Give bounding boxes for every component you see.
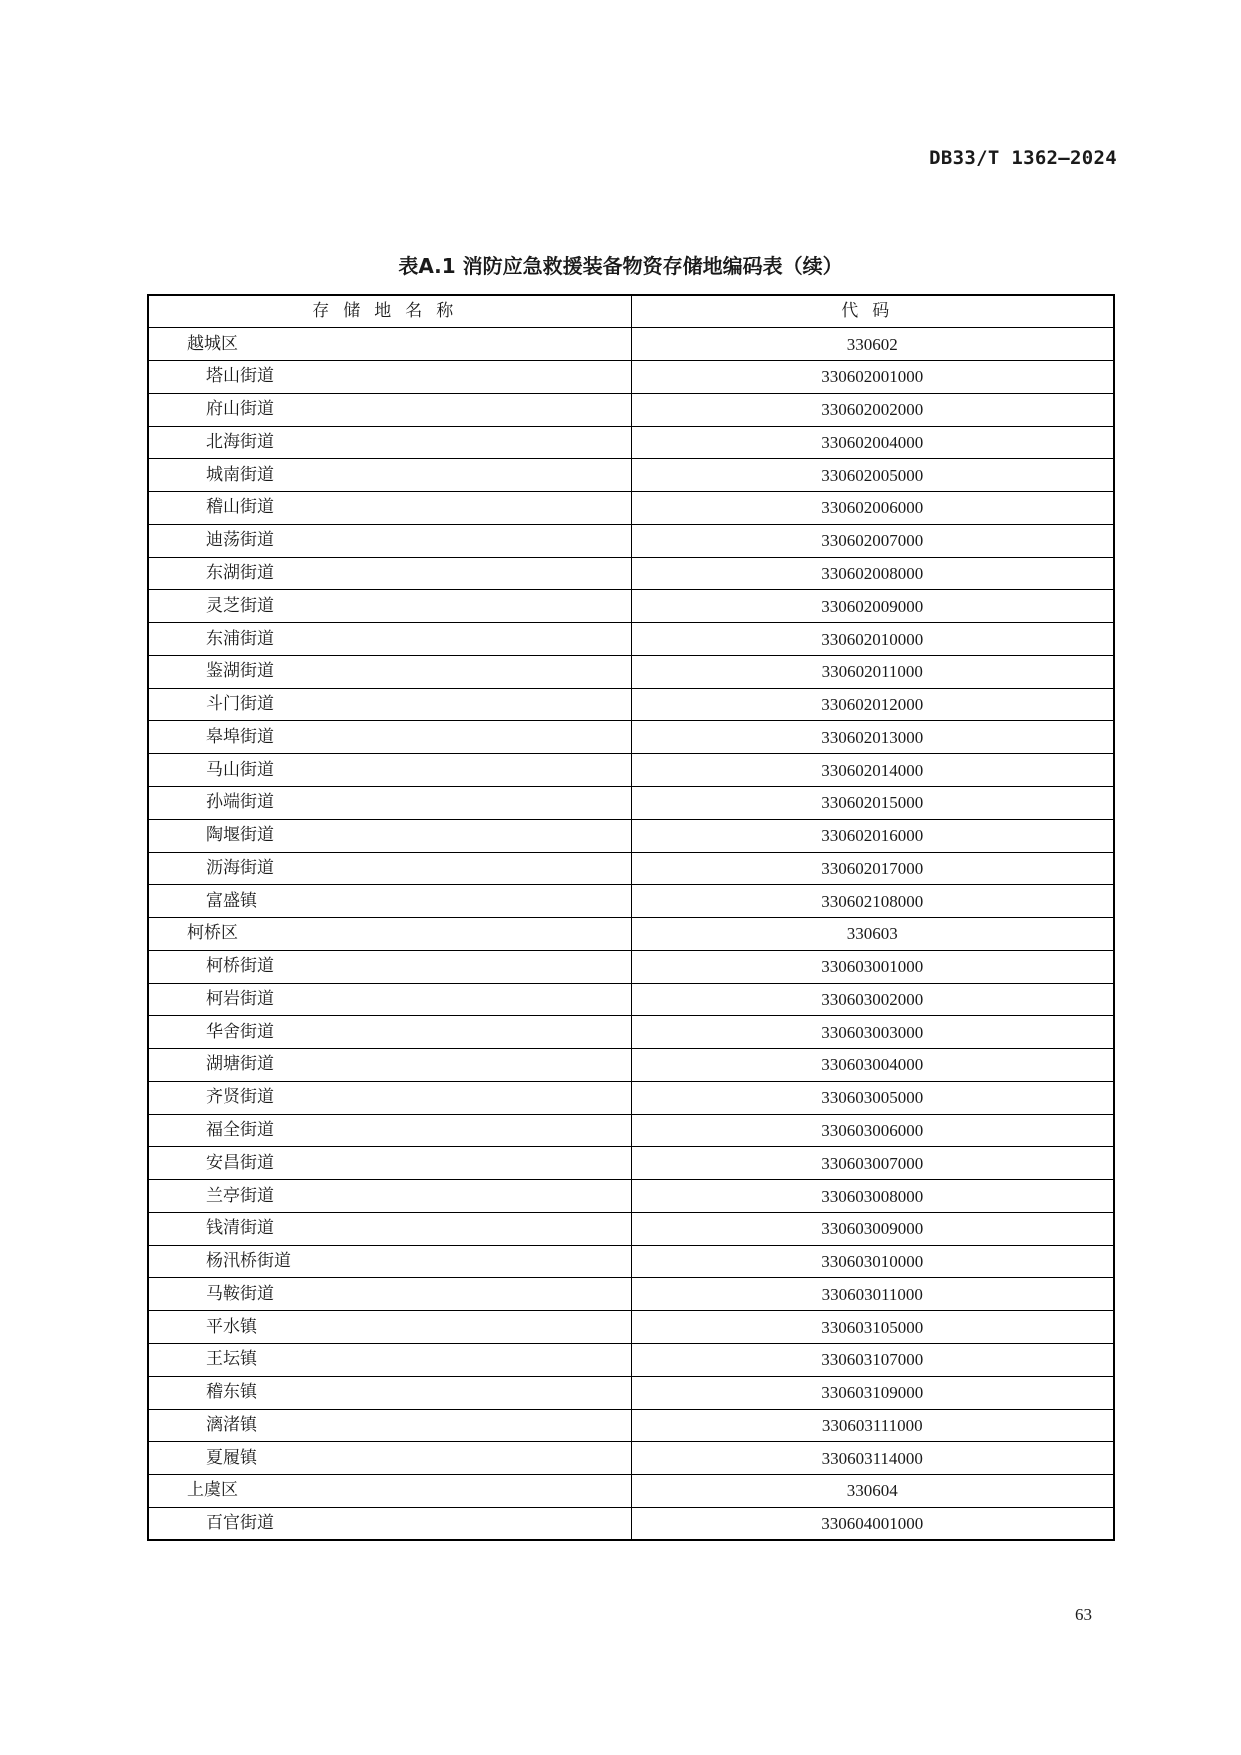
table-title: 表A.1 消防应急救援装备物资存储地编码表（续）: [398, 254, 843, 278]
location-name-cell: 湖塘街道: [148, 1049, 631, 1082]
location-name-cell: 皋埠街道: [148, 721, 631, 754]
column-header-name: 存储地名称: [148, 295, 631, 328]
table-row: [148, 885, 1114, 918]
location-code-cell: 330604: [631, 1475, 1114, 1508]
location-name-cell: 钱清街道: [148, 1212, 631, 1245]
table-row: [148, 688, 1114, 721]
table-row: [148, 1409, 1114, 1442]
table-row: [148, 328, 1114, 361]
location-name-cell: 北海街道: [148, 426, 631, 459]
table-row: [148, 655, 1114, 688]
location-code-cell: 330602015000: [631, 786, 1114, 819]
table-row: [148, 524, 1114, 557]
table-row: [148, 754, 1114, 787]
table-row: [148, 1049, 1114, 1082]
location-name-cell: 福全街道: [148, 1114, 631, 1147]
location-name-cell: 越城区: [148, 328, 631, 361]
page-number: 63: [1075, 1605, 1092, 1624]
location-name-cell: 迪荡街道: [148, 524, 631, 557]
table-row: [148, 1278, 1114, 1311]
location-code-cell: 330602013000: [631, 721, 1114, 754]
location-name-cell: 稽山街道: [148, 492, 631, 525]
location-name-cell: 杨汛桥街道: [148, 1245, 631, 1278]
table-row: [148, 1147, 1114, 1180]
location-name-cell: 鉴湖街道: [148, 655, 631, 688]
table-row: [148, 1442, 1114, 1475]
location-code-cell: 330603001000: [631, 950, 1114, 983]
location-name-cell: 塔山街道: [148, 361, 631, 394]
location-name-cell: 兰亭街道: [148, 1180, 631, 1213]
table-row: [148, 918, 1114, 951]
table-row: [148, 1376, 1114, 1409]
location-name-cell: 马鞍街道: [148, 1278, 631, 1311]
location-code-cell: 330603003000: [631, 1016, 1114, 1049]
location-code-cell: 330603111000: [631, 1409, 1114, 1442]
location-code-cell: 330602011000: [631, 655, 1114, 688]
table-row: [148, 1114, 1114, 1147]
location-code-cell: 330603010000: [631, 1245, 1114, 1278]
table-row: [148, 557, 1114, 590]
table-row: [148, 459, 1114, 492]
table-row: [148, 1475, 1114, 1508]
location-code-cell: 330602016000: [631, 819, 1114, 852]
table-row: [148, 950, 1114, 983]
location-name-cell: 上虞区: [148, 1475, 631, 1508]
location-code-cell: 330604001000: [631, 1507, 1114, 1540]
location-code-cell: 330602108000: [631, 885, 1114, 918]
location-code-cell: 330602005000: [631, 459, 1114, 492]
location-name-cell: 马山街道: [148, 754, 631, 787]
location-code-cell: 330602008000: [631, 557, 1114, 590]
location-code-cell: 330602004000: [631, 426, 1114, 459]
location-code-cell: 330603007000: [631, 1147, 1114, 1180]
table-row: [148, 1245, 1114, 1278]
location-code-cell: 330602014000: [631, 754, 1114, 787]
table-row: [148, 1507, 1114, 1540]
location-code-cell: 330603114000: [631, 1442, 1114, 1475]
location-code-cell: 330602017000: [631, 852, 1114, 885]
location-name-cell: 孙端街道: [148, 786, 631, 819]
location-name-cell: 东湖街道: [148, 557, 631, 590]
location-name-cell: 安昌街道: [148, 1147, 631, 1180]
location-code-cell: 330602012000: [631, 688, 1114, 721]
location-code-cell: 330603009000: [631, 1212, 1114, 1245]
location-name-cell: 夏履镇: [148, 1442, 631, 1475]
table-row: [148, 361, 1114, 394]
location-code-cell: 330602010000: [631, 623, 1114, 656]
location-name-cell: 柯岩街道: [148, 983, 631, 1016]
location-code-cell: 330602: [631, 328, 1114, 361]
location-name-cell: 沥海街道: [148, 852, 631, 885]
location-name-cell: 东浦街道: [148, 623, 631, 656]
location-name-cell: 齐贤街道: [148, 1081, 631, 1114]
table-row: [148, 852, 1114, 885]
storage-location-code-table: [147, 294, 1115, 1541]
location-code-cell: 330602006000: [631, 492, 1114, 525]
table-row: [148, 819, 1114, 852]
location-code-cell: 330602007000: [631, 524, 1114, 557]
table-row: [148, 623, 1114, 656]
location-name-cell: 斗门街道: [148, 688, 631, 721]
location-name-cell: 柯桥区: [148, 918, 631, 951]
location-code-cell: 330603005000: [631, 1081, 1114, 1114]
location-name-cell: 漓渚镇: [148, 1409, 631, 1442]
location-code-cell: 330603004000: [631, 1049, 1114, 1082]
location-name-cell: 富盛镇: [148, 885, 631, 918]
document-code: DB33/T 1362—2024: [929, 147, 1117, 169]
location-code-cell: 330603002000: [631, 983, 1114, 1016]
location-name-cell: 府山街道: [148, 393, 631, 426]
location-code-cell: 330603109000: [631, 1376, 1114, 1409]
table-row: [148, 1180, 1114, 1213]
location-code-cell: 330603006000: [631, 1114, 1114, 1147]
table-row: [148, 1344, 1114, 1377]
table-row: [148, 721, 1114, 754]
location-name-cell: 百官街道: [148, 1507, 631, 1540]
table-row: [148, 1212, 1114, 1245]
location-name-cell: 华舍街道: [148, 1016, 631, 1049]
location-name-cell: 王坛镇: [148, 1344, 631, 1377]
location-name-cell: 平水镇: [148, 1311, 631, 1344]
table-row: [148, 590, 1114, 623]
table-row: [148, 1081, 1114, 1114]
location-name-cell: 陶堰街道: [148, 819, 631, 852]
column-header-code: 代码: [631, 295, 1114, 328]
table-row: [148, 492, 1114, 525]
table-row: [148, 393, 1114, 426]
location-code-cell: 330602009000: [631, 590, 1114, 623]
table-row: [148, 786, 1114, 819]
table-row: [148, 1311, 1114, 1344]
location-code-cell: 330603: [631, 918, 1114, 951]
location-code-cell: 330603105000: [631, 1311, 1114, 1344]
location-name-cell: 城南街道: [148, 459, 631, 492]
location-name-cell: 稽东镇: [148, 1376, 631, 1409]
location-code-cell: 330603011000: [631, 1278, 1114, 1311]
location-code-cell: 330602002000: [631, 393, 1114, 426]
table-row: [148, 426, 1114, 459]
table-header-row: [148, 295, 1114, 328]
table-row: [148, 1016, 1114, 1049]
location-code-cell: 330602001000: [631, 361, 1114, 394]
table-row: [148, 983, 1114, 1016]
location-code-cell: 330603107000: [631, 1344, 1114, 1377]
location-code-cell: 330603008000: [631, 1180, 1114, 1213]
location-name-cell: 灵芝街道: [148, 590, 631, 623]
location-name-cell: 柯桥街道: [148, 950, 631, 983]
